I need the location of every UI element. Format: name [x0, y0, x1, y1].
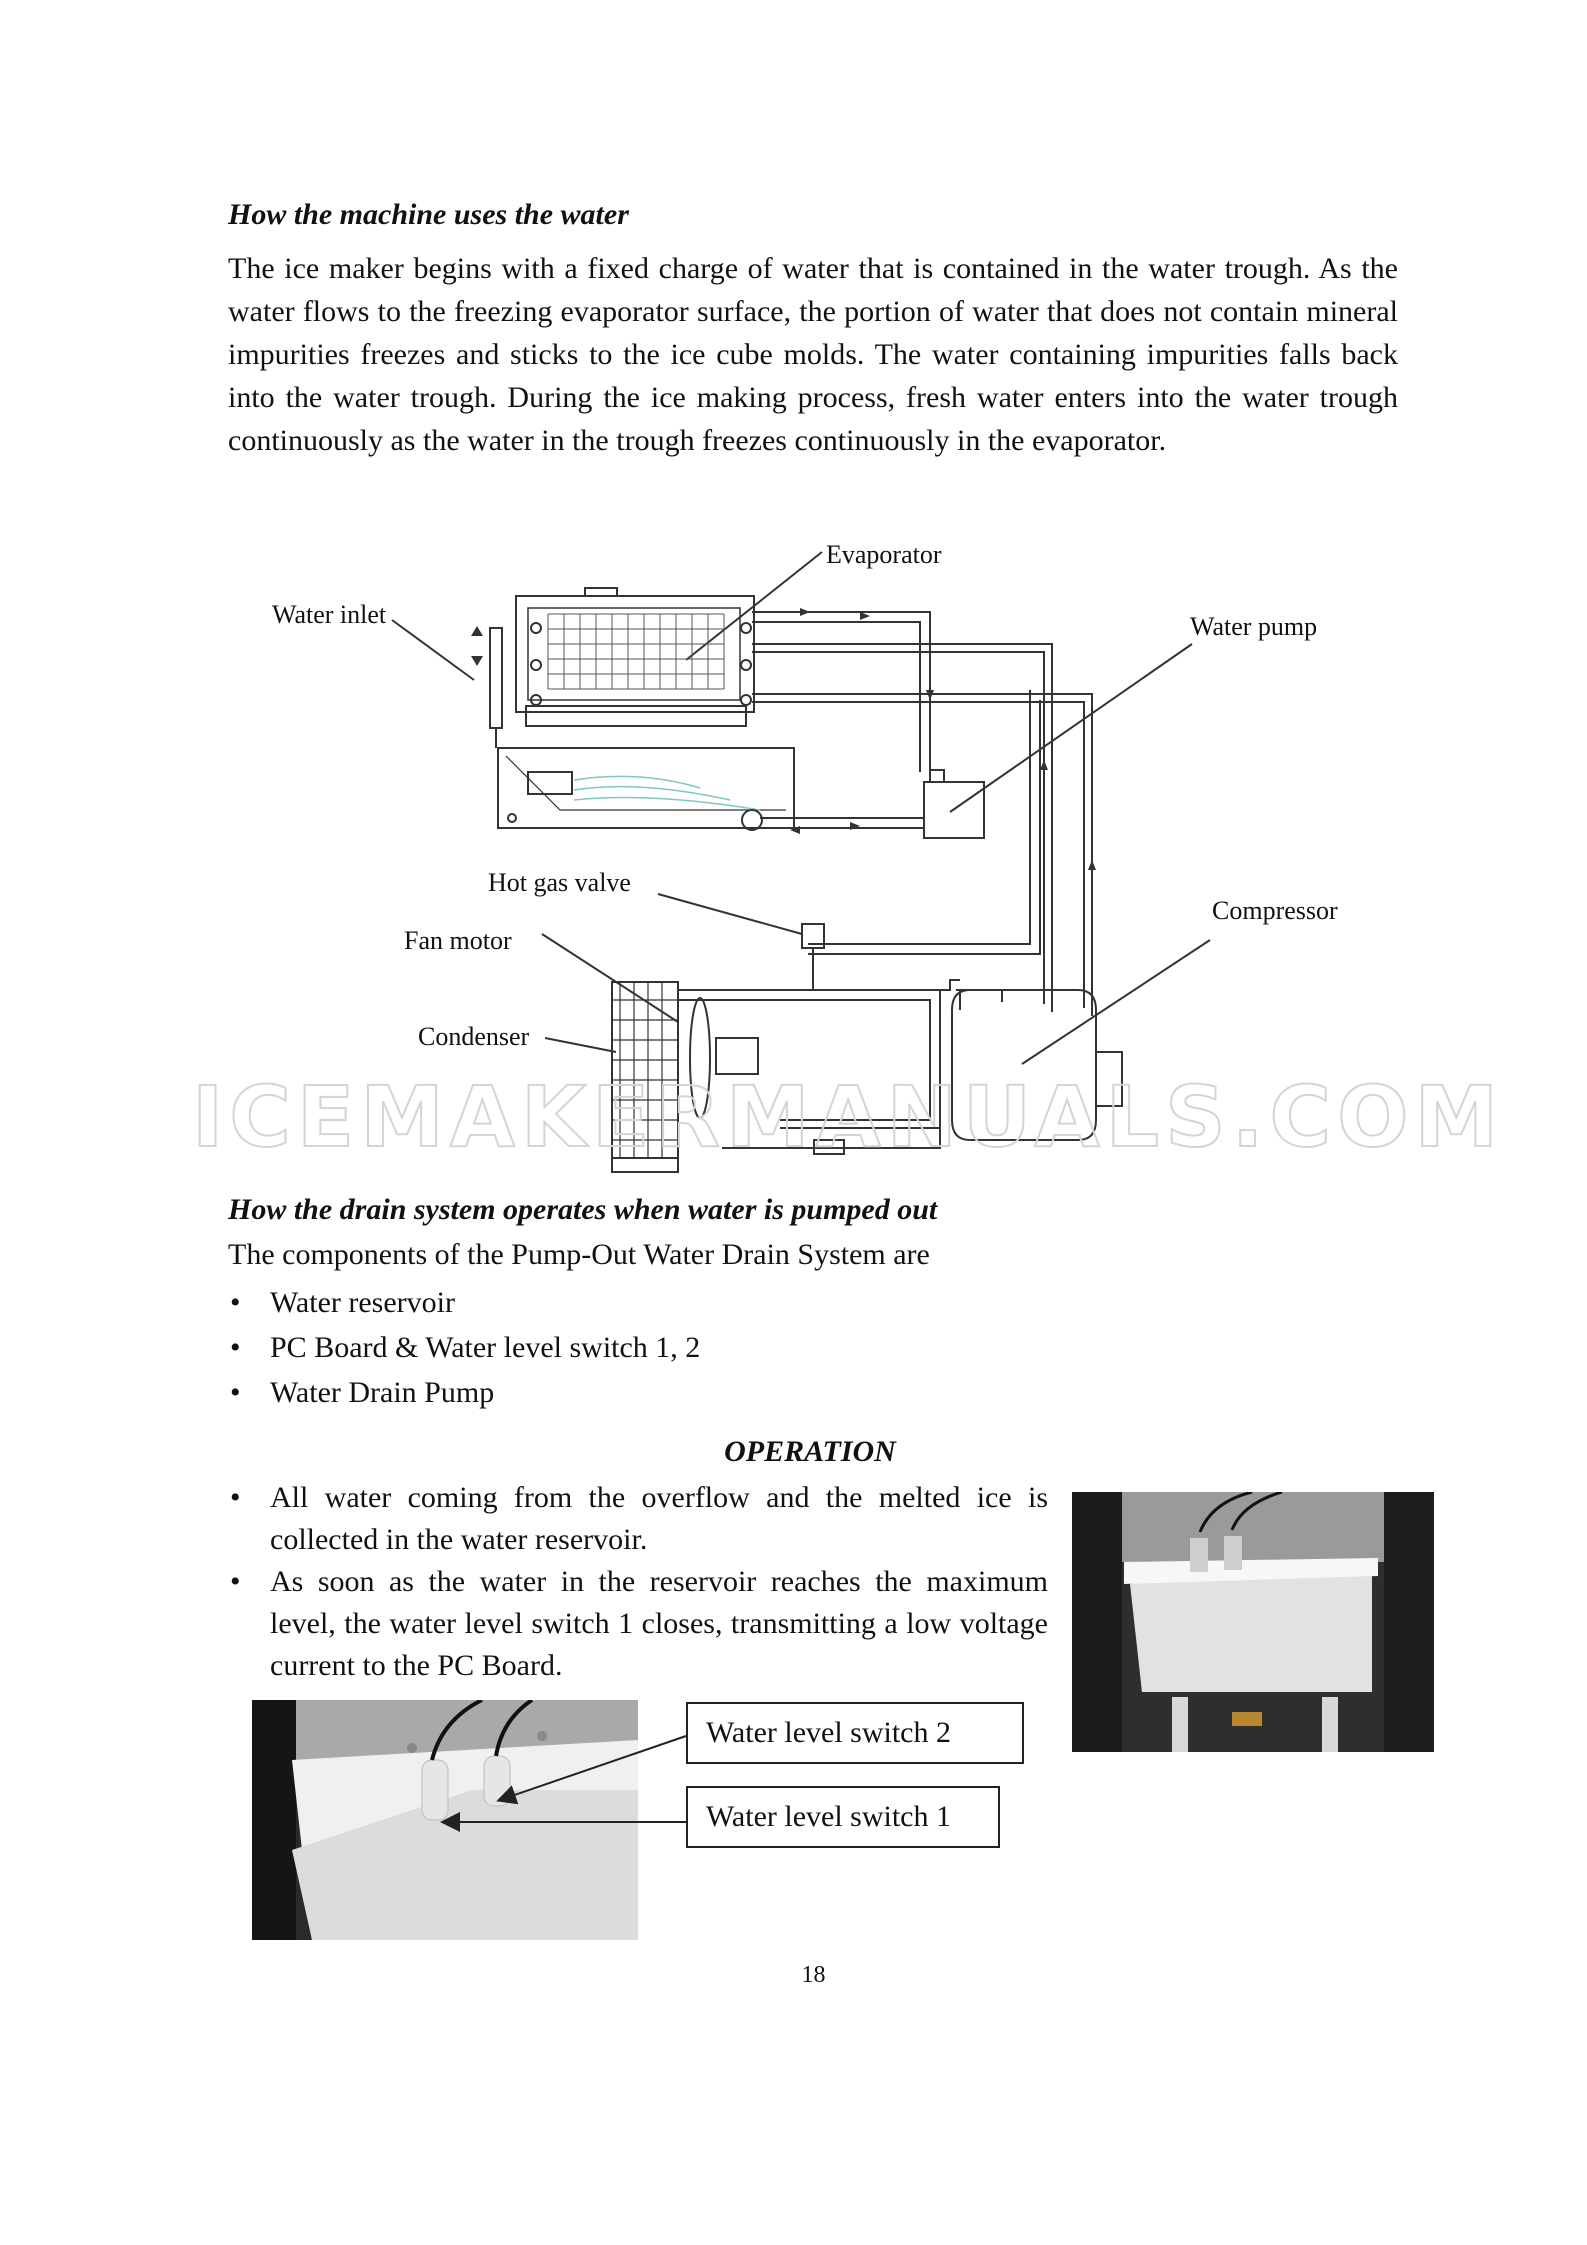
pump-riser-pipe — [752, 612, 930, 782]
callout-switch-1: Water level switch 1 — [686, 1786, 1000, 1848]
list-item: • As soon as the water in the reservoir reaches the maximum level, the water level switch 1 closes, transmitting a low voltage current to the PC Board. — [228, 1561, 1048, 1687]
operation-list — [228, 1477, 1048, 1687]
drain-components-list — [228, 1280, 1028, 1415]
label-condenser: Condenser — [418, 1022, 530, 1051]
section-heading-drain-system: How the drain system operates when water is pumped out — [228, 1193, 938, 1226]
operation-title: OPERATION — [724, 1435, 896, 1468]
page-number: 18 — [801, 1962, 826, 1988]
float-box — [528, 772, 572, 794]
label-water-inlet: Water inlet — [272, 600, 387, 629]
label-compressor: Compressor — [1212, 896, 1338, 925]
list-item: • All water coming from the overflow and the melted ice is collected in the water reservoir. — [228, 1477, 1048, 1561]
reservoir-photo — [1072, 1492, 1434, 1752]
site-watermark: ICEMAKERMANUALS.COM — [192, 1068, 1505, 1166]
list-item: • PC Board & Water level switch 1, 2 — [228, 1325, 1028, 1370]
level-switch-photo — [252, 1700, 638, 1940]
water-inlet-pipe — [490, 628, 502, 728]
list-item: • Water reservoir — [228, 1280, 1028, 1325]
label-evaporator: Evaporator — [826, 540, 942, 569]
list-item: • Water Drain Pump — [228, 1370, 1028, 1415]
label-fan-motor: Fan motor — [404, 926, 512, 955]
label-hot-gas-valve: Hot gas valve — [488, 868, 631, 897]
evaporator-frame — [516, 596, 754, 712]
section-heading-water-use: How the machine uses the water — [228, 198, 629, 231]
label-water-pump: Water pump — [1190, 612, 1318, 641]
callout-switch-2: Water level switch 2 — [686, 1702, 1024, 1764]
drain-components-intro: The components of the Pump-Out Water Drain System are — [228, 1238, 930, 1271]
water-use-paragraph: The ice maker begins with a fixed charge of water that is contained in the water trough. As the water flows to the freezing evaporator surface, the portion of water that does not contain mineral impurities freezes and sticks to the ice cube molds. The water containing impurities falls back into the water trough. During the ice making process, fresh water enters into the water trough continuously as the water in the trough freezes continuously in the evaporator. — [228, 252, 1398, 457]
